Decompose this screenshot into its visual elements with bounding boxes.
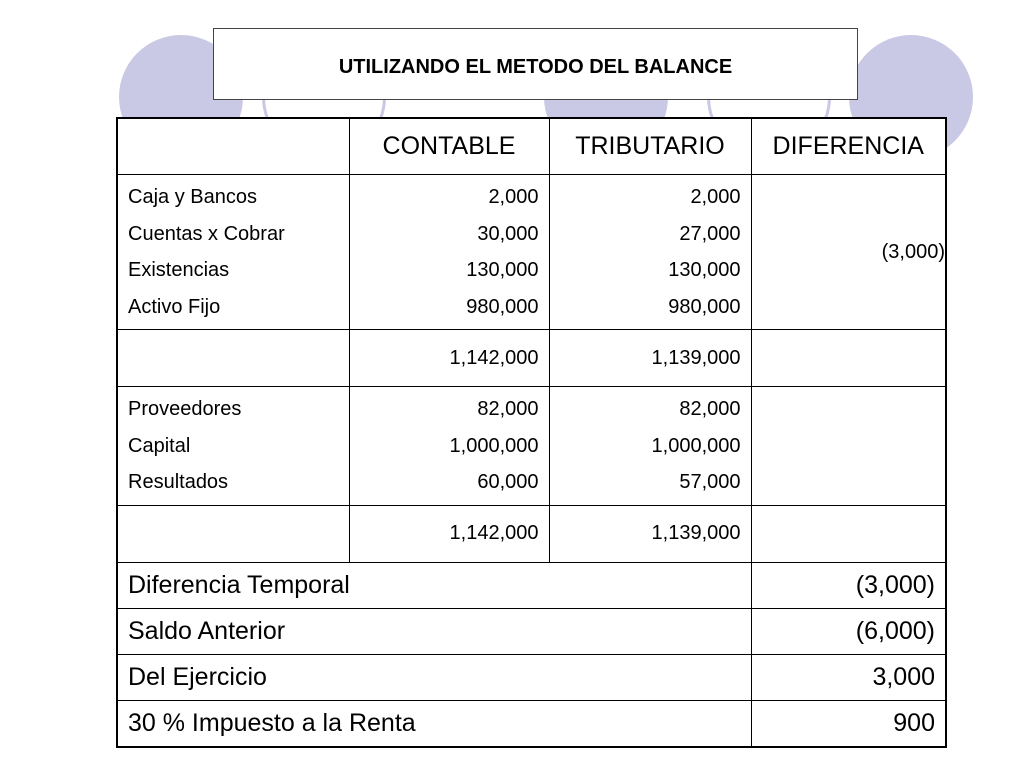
liabilities-tributario	[549, 387, 751, 506]
asset-contable-value: 30,000	[477, 222, 539, 245]
assets-contable	[349, 175, 549, 330]
assets-total-tributario: 1,139,000	[549, 330, 751, 387]
liability-label: Resultados	[128, 471, 229, 493]
liability-tributario-value: 1,000,000	[651, 434, 741, 457]
assets-labels	[117, 175, 349, 330]
assets-total-contable: 1,142,000	[349, 330, 549, 387]
summary-value: (6,000)	[751, 608, 946, 654]
title-box	[213, 28, 858, 100]
assets-row	[117, 175, 946, 330]
liabilities-labels	[117, 387, 349, 506]
summary-row	[117, 562, 946, 608]
asset-tributario-value: 980,000	[668, 295, 741, 318]
asset-contable-value: 980,000	[466, 295, 539, 318]
asset-label: Cuentas x Cobrar	[128, 222, 285, 245]
asset-label: Caja y Bancos	[128, 186, 257, 208]
summary-label: 30 % Impuesto a la Renta	[117, 700, 751, 747]
asset-label: Existencias	[128, 259, 230, 281]
assets-total-diferencia	[751, 330, 946, 387]
header-row	[117, 118, 946, 175]
liability-contable-value: 60,000	[477, 471, 539, 493]
assets-total-empty	[117, 330, 349, 387]
asset-contable-value: 130,000	[466, 259, 539, 281]
asset-tributario-value: 27,000	[679, 222, 741, 245]
liabilities-contable	[349, 387, 549, 506]
assets-diferencia: (3,000)	[751, 175, 946, 330]
summary-value: 3,000	[751, 654, 946, 700]
assets-total-row	[117, 330, 946, 387]
summary-label: Del Ejercicio	[117, 654, 751, 700]
liability-label: Proveedores	[128, 398, 242, 420]
liabilities-total-tributario: 1,139,000	[549, 505, 751, 562]
header-diferencia: DIFERENCIA	[751, 118, 946, 175]
liability-contable-value: 82,000	[477, 398, 539, 420]
liabilities-total-row	[117, 505, 946, 562]
summary-label: Diferencia Temporal	[117, 562, 751, 608]
asset-tributario-value: 130,000	[668, 259, 741, 281]
liabilities-diferencia	[751, 387, 946, 506]
summary-row	[117, 700, 946, 747]
header-contable: CONTABLE	[349, 118, 549, 175]
header-tributario: TRIBUTARIO	[549, 118, 751, 175]
summary-value: 900	[751, 700, 946, 747]
liabilities-row	[117, 387, 946, 506]
liabilities-total-contable: 1,142,000	[349, 505, 549, 562]
page-title: UTILIZANDO EL METODO DEL BALANCE	[338, 55, 733, 78]
summary-value: (3,000)	[751, 562, 946, 608]
asset-contable-value: 2,000	[488, 186, 539, 208]
liability-contable-value: 1,000,000	[449, 434, 539, 457]
asset-tributario-value: 2,000	[690, 186, 741, 208]
liability-label: Capital	[128, 434, 191, 457]
liability-tributario-value: 57,000	[679, 471, 741, 493]
liabilities-total-empty	[117, 505, 349, 562]
liability-tributario-value: 82,000	[679, 398, 741, 420]
balance-table	[116, 117, 947, 748]
liabilities-total-diferencia	[751, 505, 946, 562]
summary-row	[117, 608, 946, 654]
summary-row	[117, 654, 946, 700]
assets-tributario	[549, 175, 751, 330]
header-empty	[117, 118, 349, 175]
asset-label: Activo Fijo	[128, 295, 221, 318]
summary-label: Saldo Anterior	[117, 608, 751, 654]
